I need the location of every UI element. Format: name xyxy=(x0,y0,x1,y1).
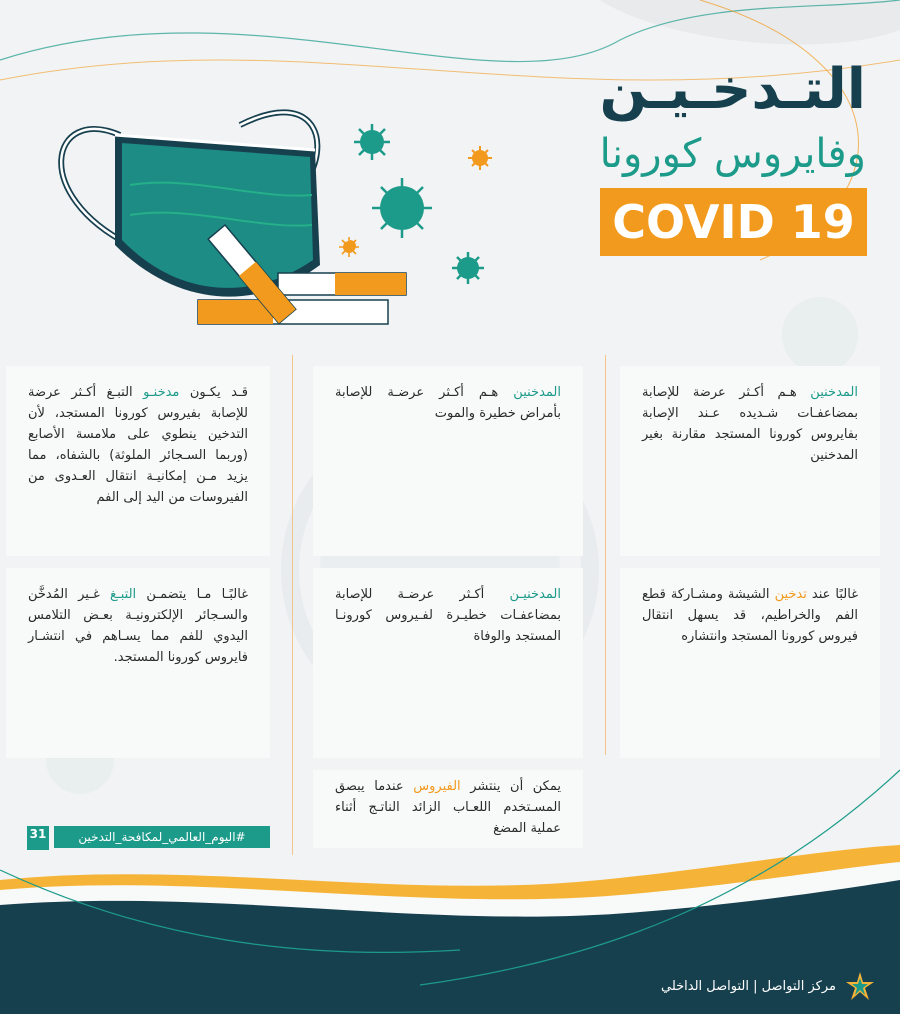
info-card-7 xyxy=(313,770,583,848)
card-highlight: الفيروس xyxy=(413,779,461,794)
card-text-before: قـد يكـون xyxy=(179,385,249,400)
logo-icon xyxy=(842,970,878,1004)
card-text: غـير المُدخَّن والسـجائر الإلكترونيـة بعـض التلامس اليدوي للفم مما يسـاهم في انتشـار فايروس كورونا المستجد. xyxy=(28,587,248,665)
card-text-before: غالبًا عند xyxy=(806,587,859,602)
info-card-6 xyxy=(6,568,270,758)
card-text: هـم أكـثر عرضـة للإصابة بأمراض خطيرة والموت xyxy=(335,385,561,421)
card-text-before: يمكن أن ينتشر xyxy=(460,779,561,794)
virus-icons xyxy=(350,120,500,290)
card-text-before: غالبًـا مـا يتضمـن xyxy=(136,587,249,602)
info-card-5 xyxy=(313,568,583,758)
small-orange-virus-icon xyxy=(338,236,360,258)
card-text: عندما يبصق المسـتخدم اللعـاب الزائد الناتـج أثناء عملية المضغ xyxy=(335,779,561,836)
date-badge: 31 xyxy=(27,826,49,850)
page-subtitle: وفايروس كورونا xyxy=(599,131,866,177)
card-highlight: المدخنيـن xyxy=(509,587,561,602)
card-highlight: تدخين xyxy=(774,587,807,602)
card-text: هـم أكـثر عرضة للإصابة بمضاعفـات شـديده عـند الإصابة بفايروس كورونا المستجد مقارنة بغير المدخنين xyxy=(642,385,858,463)
card-text: الشيشة ومشـاركة قطع الفم والخراطيم، قد يسهل انتقال فيروس كورونا المستجد وانتشاره xyxy=(642,587,858,644)
card-highlight: مدخنـو xyxy=(143,385,180,400)
column-divider xyxy=(605,355,606,755)
card-text: التبـغ أكـثر عرضة للإصابة بفيروس كورونا المستجد، لأن التدخين ينطوي على ملامسة الأصابع (وربما السـجائر الملوثة) بالشفاه، مما يزيد مـن إمكانيـة انتقال العـدوى من الفيروسات من اليد إلى الفم xyxy=(28,385,248,505)
hashtag-banner: #اليوم_العالمي_لمكافحة_التدخين xyxy=(54,826,270,848)
footer-text: مركز التواصل | التواصل الداخلي xyxy=(660,979,836,994)
info-card-1 xyxy=(620,366,880,556)
covid-label-box xyxy=(600,188,867,256)
card-text: أكـثر عرضـة للإصابة بمضاعفـات خطيـرة لفـيروس كورونـا المستجد والوفاة xyxy=(335,587,561,644)
info-card-2 xyxy=(313,366,583,556)
page-title: التـدخـيـن xyxy=(599,57,866,122)
card-highlight: المدخنين xyxy=(810,385,858,400)
column-divider xyxy=(292,355,293,855)
card-highlight: التبـغ xyxy=(110,587,137,602)
covid-label: COVID 19 xyxy=(612,195,855,249)
info-card-4 xyxy=(620,568,880,758)
card-highlight: المدخنين xyxy=(513,385,561,400)
info-card-3 xyxy=(6,366,270,556)
